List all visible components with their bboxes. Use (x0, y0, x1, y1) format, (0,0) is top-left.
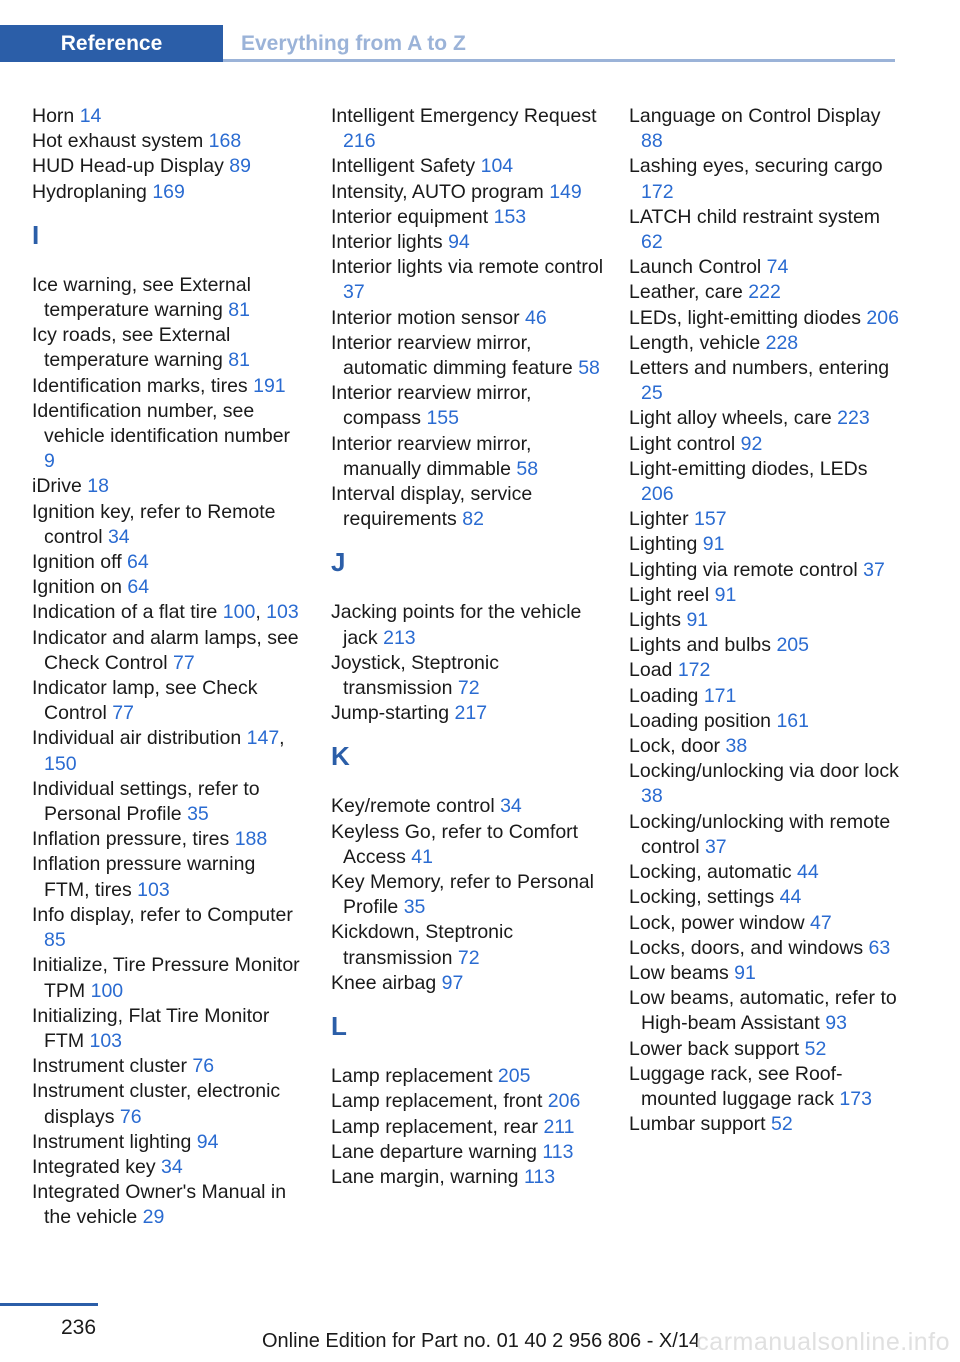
page-link[interactable]: 222 (748, 281, 781, 304)
entry-term: Inflation pressure, tires (32, 828, 235, 851)
index-entry (32, 852, 302, 902)
page-link[interactable]: 46 (525, 306, 547, 329)
index-entry (629, 507, 904, 532)
page-link[interactable]: 85 (44, 929, 66, 952)
index-entry (629, 885, 904, 910)
page-link[interactable]: 81 (228, 349, 250, 372)
page-header (0, 0, 960, 62)
entry-term: Lamp replacement, front (331, 1090, 548, 1113)
index-entry (32, 500, 302, 550)
entry-term: Lower back support (629, 1037, 805, 1060)
page-link[interactable]: 9 (44, 450, 55, 473)
page-link[interactable]: 172 (677, 659, 711, 682)
entry-term: Interior rearview mirror, compass (331, 382, 532, 430)
entry-term: Interior motion sensor (331, 306, 526, 329)
index-entry (331, 1064, 606, 1089)
page-link[interactable]: 72 (457, 677, 480, 700)
page-link[interactable]: 169 (152, 180, 185, 203)
entry-term: Language on Control Display (629, 105, 881, 127)
index-column-2 (331, 104, 606, 1190)
footer-divider (0, 1303, 98, 1306)
page-link[interactable]: 77 (172, 651, 195, 674)
index-entry (331, 154, 606, 179)
page-link[interactable]: 168 (208, 130, 242, 153)
page-link[interactable]: 44 (779, 886, 802, 909)
page-link[interactable]: 38 (641, 785, 663, 808)
page-link[interactable]: 34 (161, 1155, 183, 1178)
subsection-title[interactable]: Everything from A to Z (241, 31, 466, 55)
entry-term: Inflation pressure warning FTM, tires (32, 853, 256, 901)
page-link[interactable]: 155 (426, 407, 459, 430)
entry-term: Identification marks, tires (32, 374, 254, 397)
page-link[interactable]: 35 (403, 896, 426, 919)
page-link[interactable]: 52 (804, 1037, 827, 1060)
entry-term: Lock, door (629, 735, 726, 758)
entry-term: Lighter (629, 508, 695, 531)
index-entry (331, 920, 606, 970)
entry-term: HUD Head-up Display (32, 155, 230, 178)
entry-term: Instrument cluster, electronic displays (32, 1080, 281, 1128)
entry-term: Jacking points for the vehicle jack (331, 601, 582, 649)
index-entry (32, 777, 302, 827)
page-link[interactable]: 100 (222, 601, 256, 624)
index-entry (629, 280, 904, 305)
index-entry (629, 860, 904, 885)
index-entry (331, 971, 606, 996)
page-link[interactable]: 149 (549, 180, 582, 203)
index-entry (331, 230, 606, 255)
entry-term: Ignition on (32, 576, 128, 599)
entry-term: Intelligent Safety (331, 155, 481, 178)
page-link[interactable]: 25 (641, 382, 663, 405)
index-entry (629, 532, 904, 557)
index-entry (32, 1180, 302, 1230)
index-entry (629, 457, 904, 507)
index-entry (331, 432, 606, 482)
page-link[interactable]: 38 (725, 735, 748, 758)
page-link[interactable]: 228 (765, 331, 799, 354)
index-entry (629, 406, 904, 431)
index-entry (32, 600, 302, 625)
page-link[interactable]: 91 (714, 583, 737, 606)
entry-term: Lights and bulbs (629, 634, 777, 657)
index-entry (629, 608, 904, 633)
entry-term: Info display, refer to Computer (32, 903, 293, 926)
page-link[interactable]: 191 (253, 374, 286, 397)
index-entry (32, 676, 302, 726)
page-link[interactable]: 37 (704, 835, 727, 858)
page-link[interactable]: 211 (543, 1115, 575, 1138)
index-entry (331, 205, 606, 230)
entry-term: Interior lights via remote control (331, 256, 604, 279)
index-entry (331, 1115, 606, 1140)
entry-term: Intelligent Emergency Request (331, 105, 597, 127)
entry-term: Knee airbag (331, 971, 442, 994)
entry-term: Indicator lamp, see Check Control (32, 677, 258, 725)
page-link[interactable]: 97 (441, 971, 464, 994)
page-link[interactable]: 58 (516, 457, 539, 480)
entry-term: Loading position (629, 709, 777, 732)
entry-term: Interval display, service requirements (331, 483, 533, 531)
index-entry (629, 1062, 904, 1112)
page-link[interactable]: 52 (771, 1113, 793, 1136)
index-entry (331, 180, 606, 205)
index-entry (331, 820, 606, 870)
entry-term: Interior lights (331, 231, 449, 254)
entry-term: Low beams, automatic, refer to High-beam Assistant (629, 987, 897, 1035)
entry-term: Key/remote control (331, 795, 501, 818)
page-link[interactable]: 103 (89, 1029, 123, 1052)
entry-term: Instrument lighting (32, 1130, 197, 1153)
page-link[interactable]: 161 (776, 709, 809, 732)
page-link[interactable]: 206 (866, 306, 899, 329)
entry-term: Interior equipment (331, 205, 494, 228)
entry-term: Indicator and alarm lamps, see Check Control (32, 626, 299, 674)
index-entry (331, 870, 606, 920)
page-link[interactable]: 147 (246, 727, 280, 750)
page-link[interactable]: 223 (837, 407, 870, 430)
page-link[interactable]: 35 (187, 803, 209, 826)
index-entry (629, 684, 904, 709)
entry-term: Launch Control (629, 256, 767, 279)
index-column-1 (32, 104, 302, 1231)
index-entry (629, 558, 904, 583)
index-entry (629, 1112, 904, 1137)
entry-term: Hydroplaning (32, 180, 153, 203)
index-entry (629, 911, 904, 936)
index-entry (629, 306, 904, 331)
page-link[interactable]: 91 (734, 961, 756, 984)
entry-term: Lights (629, 609, 687, 632)
entry-term: Jump-starting (331, 702, 455, 725)
index-entry (32, 474, 302, 499)
entry-term: LEDs, light-emitting diodes (629, 306, 867, 329)
index-entry (331, 306, 606, 331)
index-entry (32, 726, 302, 776)
entry-term: Length, vehicle (629, 331, 766, 354)
entry-term: Light control (629, 432, 741, 455)
index-entry (32, 953, 302, 1003)
index-entry (32, 1130, 302, 1155)
index-entry (331, 331, 606, 381)
index-entry (331, 1089, 606, 1114)
index-entry (629, 734, 904, 759)
entry-term: Instrument cluster (32, 1055, 193, 1078)
entry-term: Light reel (629, 583, 715, 606)
index-entry (629, 810, 904, 860)
page-link[interactable]: 113 (542, 1140, 574, 1163)
entry-term: Lock, power window (629, 911, 811, 934)
letter-heading: K (331, 741, 350, 772)
entry-term: Initializing, Flat Tire Monitor FTM (32, 1004, 270, 1052)
entry-term: Hot exhaust system (32, 130, 209, 153)
entry-term: Luggage rack, see Roof-mounted luggage rack (629, 1062, 843, 1110)
entry-term: Kickdown, Steptronic transmission (331, 921, 514, 969)
page-link[interactable]: 76 (192, 1055, 215, 1078)
entry-term: Locking, automatic (629, 861, 798, 884)
entry-term: Identification number, see vehicle identification number (32, 399, 291, 448)
page-separator: , (255, 601, 267, 624)
section-tab[interactable]: Reference (0, 25, 223, 62)
entry-term: Icy roads, see External temperature warning (32, 324, 231, 372)
entry-term: Indication of a flat tire (32, 601, 223, 624)
index-entry (629, 331, 904, 356)
letter-heading: J (331, 547, 346, 578)
entry-term: Letters and numbers, entering (629, 357, 890, 380)
entry-term: Joystick, Steptronic transmission (331, 651, 499, 700)
index-entry (32, 550, 302, 575)
index-entry (32, 374, 302, 399)
index-entry (32, 323, 302, 373)
entry-term: iDrive (32, 475, 88, 498)
entry-term: Key Memory, refer to Personal Profile (331, 871, 594, 919)
entry-term: Low beams (629, 961, 735, 984)
page-link[interactable]: 77 (112, 702, 134, 725)
page-link[interactable]: 47 (810, 911, 832, 934)
index-entry (331, 482, 606, 532)
index-entry (32, 1079, 302, 1129)
page-link[interactable]: 64 (127, 551, 149, 574)
page-link[interactable]: 213 (383, 626, 416, 649)
index-entry (629, 709, 904, 734)
page-link[interactable]: 72 (457, 946, 480, 969)
page-link[interactable]: 91 (686, 609, 709, 632)
entry-term: Lane margin, warning (331, 1165, 524, 1188)
page-link[interactable]: 113 (523, 1165, 556, 1188)
index-entry (331, 1140, 606, 1165)
index-entry (32, 180, 302, 205)
entry-term: Locking/unlocking with remote control (629, 810, 891, 858)
index-entry (32, 1054, 302, 1079)
entry-term: Keyless Go, refer to Comfort Access (331, 820, 579, 868)
index-entry (331, 794, 606, 819)
page-link[interactable]: 62 (641, 231, 663, 254)
page-link[interactable]: 44 (797, 861, 819, 884)
page-link[interactable]: 91 (702, 533, 725, 556)
entry-term: Locking/unlocking via door lock (629, 760, 899, 783)
page-link[interactable]: 34 (500, 795, 522, 818)
entry-term: Ice warning, see External temperature warning (32, 273, 251, 322)
entry-term: Lamp replacement, rear (331, 1115, 544, 1138)
entry-term: Lashing eyes, securing cargo (629, 155, 883, 178)
entry-term: Leather, care (629, 281, 749, 304)
entry-term: LATCH child restraint system (629, 205, 881, 228)
page-link[interactable]: 81 (228, 299, 250, 322)
index-entry (629, 658, 904, 683)
entry-term: Light alloy wheels, care (629, 407, 838, 430)
page-link[interactable]: 217 (454, 702, 488, 725)
entry-term: Interior rearview mirror, manually dimmable (331, 432, 532, 480)
page-link[interactable]: 103 (266, 601, 299, 624)
page-link[interactable]: 34 (107, 525, 130, 548)
entry-term: Ignition off (32, 551, 128, 574)
index-entry (629, 356, 904, 406)
page-link[interactable]: 94 (196, 1130, 219, 1153)
page-link[interactable]: 74 (766, 256, 789, 279)
index-entry (32, 903, 302, 953)
page-link[interactable]: 88 (641, 130, 663, 153)
page-link[interactable]: 63 (868, 936, 891, 959)
entry-term: Intensity, AUTO program (331, 180, 550, 203)
page-link[interactable]: 58 (578, 357, 600, 380)
entry-term: Light-emitting diodes, LEDs (629, 457, 868, 480)
watermark: carmanualsonline.info (696, 1328, 950, 1356)
index-entry (331, 381, 606, 431)
letter-heading: L (331, 1011, 347, 1042)
index-entry (629, 961, 904, 986)
index-entry (331, 651, 606, 701)
page-link[interactable]: 92 (740, 432, 763, 455)
page-link[interactable]: 18 (87, 475, 109, 498)
entry-term: Locks, doors, and windows (629, 936, 869, 959)
entry-term: Lane departure warning (331, 1140, 543, 1163)
entry-term: Integrated key (32, 1155, 161, 1178)
index-entry (331, 701, 606, 726)
index-entry (32, 827, 302, 852)
index-entry (629, 759, 904, 809)
entry-term: Individual settings, refer to Personal Profile (32, 777, 260, 826)
page-link[interactable]: 172 (641, 180, 674, 203)
index-entry (629, 583, 904, 608)
entry-term: Interior rearview mirror, automatic dimming feature (331, 331, 579, 380)
index-entry (32, 626, 302, 676)
index-entry (32, 1004, 302, 1054)
header-divider (223, 59, 895, 62)
entry-term: Loading (629, 684, 704, 707)
index-entry (331, 600, 606, 650)
index-entry (629, 936, 904, 961)
page-link[interactable]: 157 (694, 508, 727, 531)
letter-heading: I (32, 219, 40, 250)
page-link[interactable]: 173 (839, 1087, 872, 1110)
entry-term: Individual air distribution (32, 727, 247, 750)
index-entry (32, 104, 302, 129)
entry-term: Load (629, 659, 678, 682)
page-link[interactable]: 205 (497, 1065, 531, 1088)
page-link[interactable]: 94 (448, 231, 470, 254)
entry-term: Horn (32, 105, 80, 127)
page-link[interactable]: 103 (137, 878, 170, 901)
index-entry (32, 399, 302, 475)
edition-note: Online Edition for Part no. 01 40 2 956 806 - X/14 (262, 1330, 701, 1352)
page-link[interactable]: 171 (703, 684, 737, 707)
index-entry (629, 154, 904, 204)
page-link[interactable]: 64 (127, 576, 150, 599)
entry-term: Initialize, Tire Pressure Monitor TPM (32, 954, 300, 1002)
page-link[interactable]: 188 (234, 828, 268, 851)
page-link[interactable]: 150 (44, 752, 77, 775)
index-entry (331, 1165, 606, 1190)
index-entry (32, 273, 302, 323)
index-entry (331, 104, 606, 154)
entry-term: Lumbar support (629, 1113, 771, 1136)
page-separator: , (279, 727, 285, 750)
page-link[interactable]: 14 (79, 105, 102, 127)
index-entry (32, 129, 302, 154)
page-link[interactable]: 216 (343, 130, 376, 153)
page-link[interactable]: 205 (776, 634, 809, 657)
entry-term: Ignition key, refer to Remote control (32, 500, 276, 548)
index-entry (331, 255, 606, 305)
index-entry (629, 205, 904, 255)
index-entry (629, 1037, 904, 1062)
index-entry (32, 1155, 302, 1180)
page-link[interactable]: 41 (411, 845, 433, 868)
entry-term: Lighting (629, 533, 703, 556)
page-link[interactable]: 82 (462, 508, 484, 531)
entry-term: Locking, settings (629, 886, 780, 909)
page-link[interactable]: 29 (142, 1206, 165, 1229)
index-column-3 (629, 104, 904, 1137)
page-link[interactable]: 206 (641, 483, 674, 506)
page-link[interactable]: 37 (343, 281, 365, 304)
page-link[interactable]: 104 (480, 155, 514, 178)
index-entry (629, 255, 904, 280)
index-entry (32, 154, 302, 179)
entry-term: Lamp replacement (331, 1065, 498, 1088)
page-link[interactable]: 100 (90, 979, 124, 1002)
page-link[interactable]: 37 (863, 558, 885, 581)
index-entry (629, 986, 904, 1036)
index-entry (629, 633, 904, 658)
page-link[interactable]: 206 (547, 1090, 581, 1113)
page-number: 236 (61, 1316, 97, 1339)
index-entry (629, 432, 904, 457)
page-link[interactable]: 153 (493, 205, 527, 228)
page-link[interactable]: 89 (229, 155, 251, 178)
index-entry (32, 575, 302, 600)
index-entry (629, 104, 904, 154)
page-link[interactable]: 76 (119, 1105, 142, 1128)
entry-term: Lighting via remote control (629, 558, 864, 581)
page-link[interactable]: 93 (825, 1012, 847, 1035)
entry-term: Integrated Owner's Manual in the vehicle (32, 1181, 287, 1229)
